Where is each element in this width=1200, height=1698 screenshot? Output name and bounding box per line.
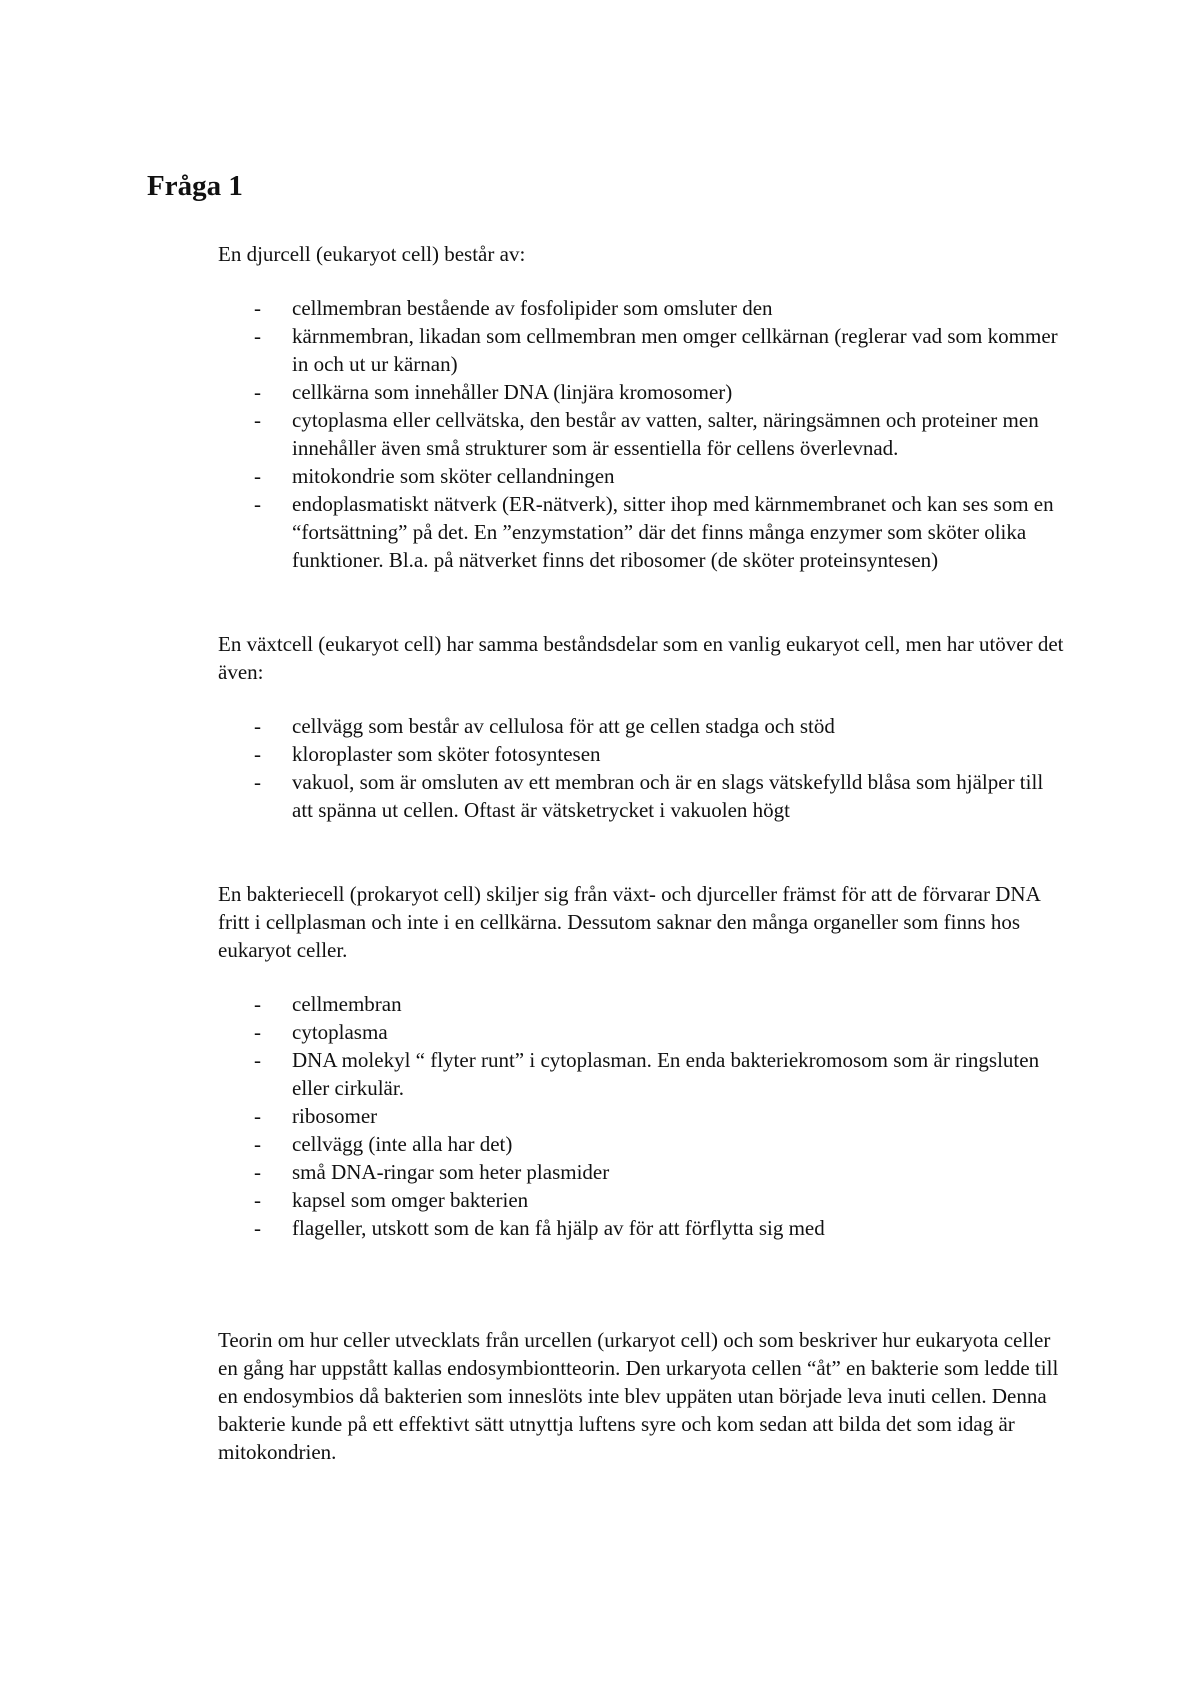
list-bullet: - [254, 1216, 261, 1240]
list-bullet: - [254, 324, 261, 348]
bacteria-cell-list [218, 990, 1068, 1242]
list-item-text: kloroplaster som sköter fotosyntesen [292, 742, 601, 766]
list-bullet: - [254, 992, 261, 1016]
endosymbiont-paragraph: Teorin om hur celler utvecklats från urcellen (urkaryot cell) och som beskriver hur eukaryota celler en gång har uppstått kallas endosymbiontteorin. Den urkaryota cellen “åt” en bakterie som ledde till en endosymbios då bakterien som inneslöts inte blev uppäten utan började leva inuti cellen. Denna bakterie kunde på ett effektivt sätt utnyttja luftens syre och kom sedan att bilda det som idag är mitokondrien. [218, 1328, 1059, 1464]
list-item-text: kärnmembran, likadan som cellmembran men omger cellkärnan (reglerar vad som kommer in och ut ur kärnan) [292, 324, 1058, 376]
list-item-text: cellmembran [292, 992, 402, 1016]
plant-cell-intro: En växtcell (eukaryot cell) har samma beståndsdelar som en vanlig eukaryot cell, men har utöver det även: [218, 632, 1064, 684]
list-bullet: - [254, 1020, 261, 1044]
list-bullet: - [254, 1104, 261, 1128]
list-bullet: - [254, 714, 261, 738]
list-item [218, 378, 1068, 406]
list-item [218, 990, 1068, 1018]
list-bullet: - [254, 1132, 261, 1156]
list-item [218, 768, 1068, 824]
list-bullet: - [254, 296, 261, 320]
list-item [218, 490, 1068, 574]
list-item [218, 740, 1068, 768]
list-item-text: ribosomer [292, 1104, 378, 1128]
animal-cell-list [218, 294, 1068, 574]
list-item [218, 712, 1068, 740]
list-item-text: flageller, utskott som de kan få hjälp av för att förflytta sig med [292, 1216, 825, 1240]
list-item-text: kapsel som omger bakterien [292, 1188, 529, 1212]
list-item [218, 1046, 1068, 1102]
list-item [218, 322, 1068, 378]
page-title: Fråga 1 [147, 170, 243, 202]
list-item [218, 1186, 1068, 1214]
list-bullet: - [254, 408, 261, 432]
list-item-text: cytoplasma eller cellvätska, den består av vatten, salter, näringsämnen och proteiner men innehåller även små strukturer som är essentiella för cellens överlevnad. [292, 408, 1039, 460]
list-item-text: vakuol, som är omsluten av ett membran och är en slags vätskefylld blåsa som hjälper till att spänna ut cellen. Oftast är vätsketrycket i vakuolen högt [292, 770, 1044, 822]
list-bullet: - [254, 742, 261, 766]
bacteria-cell-intro: En bakteriecell (prokaryot cell) skiljer sig från växt- och djurceller främst för att de förvarar DNA fritt i cellplasman och inte i en cellkärna. Dessutom saknar den många organeller som finns hos eukaryot celler. [218, 882, 1040, 962]
list-item [218, 1018, 1068, 1046]
document-body [218, 240, 1068, 1466]
list-item-text: DNA molekyl “ flyter runt” i cytoplasman. En enda bakteriekromosom som är ringsluten eller cirkulär. [292, 1048, 1040, 1100]
list-bullet: - [254, 380, 261, 404]
list-item [218, 1158, 1068, 1186]
list-item-text: cytoplasma [292, 1020, 388, 1044]
list-bullet: - [254, 770, 261, 794]
list-bullet: - [254, 492, 261, 516]
animal-cell-intro: En djurcell (eukaryot cell) består av: [218, 242, 526, 266]
list-bullet: - [254, 1048, 261, 1072]
list-item-text: cellmembran bestående av fosfolipider som omsluter den [292, 296, 773, 320]
list-item-text: cellkärna som innehåller DNA (linjära kromosomer) [292, 380, 733, 404]
list-bullet: - [254, 1188, 261, 1212]
list-item-text: cellvägg som består av cellulosa för att ge cellen stadga och stöd [292, 714, 835, 738]
list-item [218, 294, 1068, 322]
list-item-text: små DNA-ringar som heter plasmider [292, 1160, 610, 1184]
list-item [218, 1214, 1068, 1242]
list-item-text: cellvägg (inte alla har det) [292, 1132, 513, 1156]
list-item [218, 1102, 1068, 1130]
plant-cell-list [218, 712, 1068, 824]
list-item [218, 406, 1068, 462]
list-bullet: - [254, 464, 261, 488]
list-item-text: endoplasmatiskt nätverk (ER-nätverk), sitter ihop med kärnmembranet och kan ses som en “fortsättning” på det. En ”enzymstation” där det finns många enzymer som sköter olika funktioner. Bl.a. på nätverket finns det ribosomer (de sköter proteinsyntesen) [292, 492, 1054, 572]
list-item [218, 1130, 1068, 1158]
list-item [218, 462, 1068, 490]
list-item-text: mitokondrie som sköter cellandningen [292, 464, 615, 488]
list-bullet: - [254, 1160, 261, 1184]
